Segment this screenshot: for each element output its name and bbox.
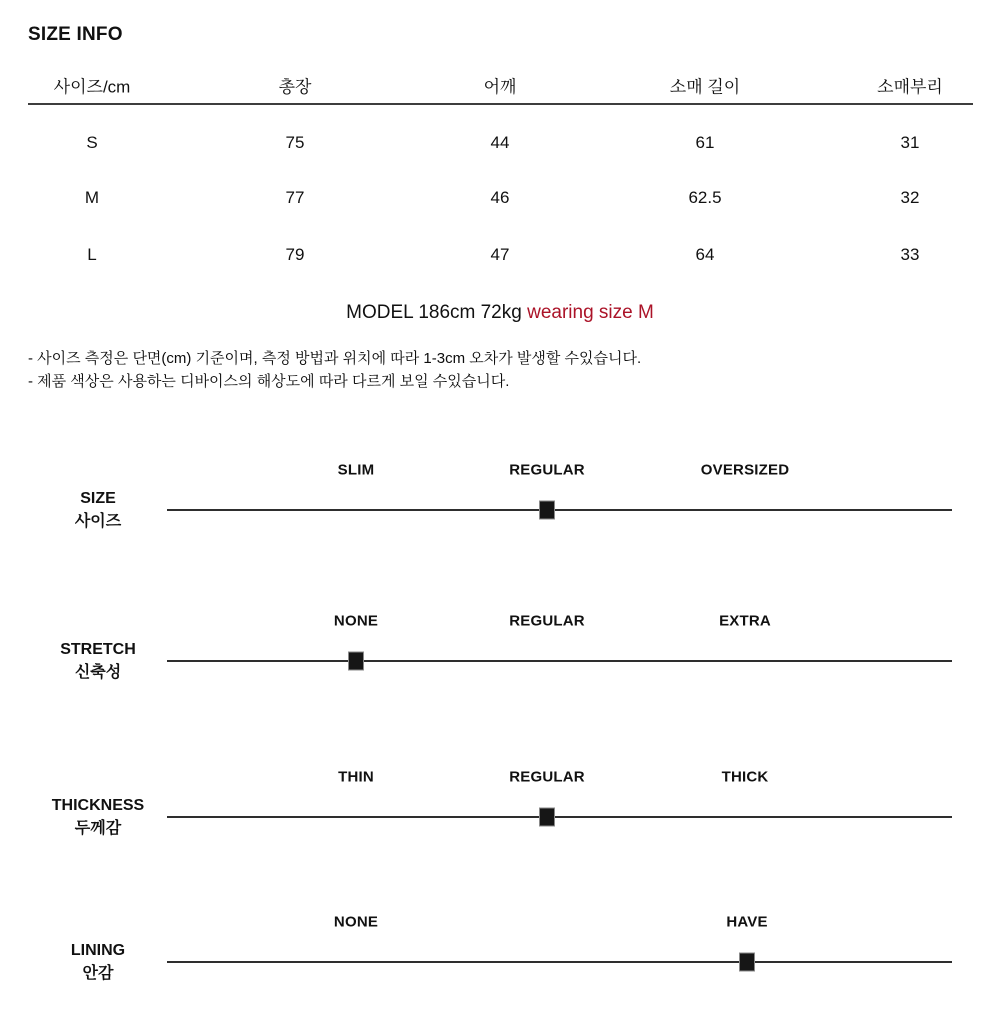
gauge-thickness xyxy=(0,757,1000,877)
gauge-stretch-option-extra: EXTRA xyxy=(719,612,771,630)
gauge-size-marker xyxy=(539,501,555,520)
gauge-lining-label-ko: 안감 xyxy=(82,965,114,982)
gauge-lining-marker xyxy=(739,953,755,972)
gauge-thickness-label-ko: 두께감 xyxy=(74,820,122,837)
gauge-size-option-slim: SLIM xyxy=(337,461,375,479)
model-info-text: MODEL 186cm 72kg xyxy=(346,302,528,323)
table-header-divider xyxy=(28,103,973,105)
table-header-total-length: 총장 xyxy=(278,77,312,97)
table-cell: 77 xyxy=(285,188,305,207)
table-cell: 61 xyxy=(695,133,715,152)
gauge-lining-scale-line xyxy=(167,961,952,963)
gauge-thickness-option-thin: THIN xyxy=(338,768,374,786)
gauge-size-option-oversized: OVERSIZED xyxy=(700,461,790,479)
table-row-m-label: M xyxy=(84,188,100,207)
gauge-thickness-option-thick: THICK xyxy=(721,768,769,786)
gauge-thickness-label-en: THICKNESS xyxy=(51,797,145,814)
table-cell: 62.5 xyxy=(688,188,722,207)
page-title: SIZE INFO xyxy=(28,24,123,45)
gauge-size-scale-line xyxy=(167,509,952,511)
table-cell: 32 xyxy=(900,188,920,207)
model-wearing-size: wearing size M xyxy=(527,302,654,323)
gauge-stretch-label-en: STRETCH xyxy=(60,641,136,658)
gauge-stretch-scale-line xyxy=(167,660,952,662)
gauge-lining-label-en: LINING xyxy=(70,942,126,959)
gauge-lining xyxy=(0,902,1000,1022)
gauge-lining-option-none: NONE xyxy=(333,913,379,931)
gauge-size-label-ko: 사이즈 xyxy=(74,513,122,530)
gauge-stretch-label-ko: 신축성 xyxy=(74,664,122,681)
gauge-size xyxy=(0,450,1000,570)
table-cell: 64 xyxy=(695,245,715,264)
table-cell: 44 xyxy=(490,133,510,152)
gauge-thickness-option-regular: REGULAR xyxy=(509,768,585,786)
note-measurement: - 사이즈 측정은 단면(cm) 기준이며, 측정 방법과 위치에 따라 1-3cm 오차가 발생할 수있습니다. xyxy=(28,350,642,367)
table-cell: 75 xyxy=(285,133,305,152)
table-row-s-label: S xyxy=(86,133,98,152)
gauge-lining-option-have: HAVE xyxy=(726,913,768,931)
gauge-thickness-marker xyxy=(539,808,555,827)
gauge-size-option-regular: REGULAR xyxy=(509,461,585,479)
gauge-stretch-option-none: NONE xyxy=(333,612,379,630)
table-cell: 31 xyxy=(900,133,920,152)
table-cell: 47 xyxy=(490,245,510,264)
table-header-sleeve-cuff: 소매부리 xyxy=(877,77,943,97)
table-header-size-cm: 사이즈/cm xyxy=(53,77,131,97)
gauge-thickness-scale-line xyxy=(167,816,952,818)
gauge-stretch-option-regular: REGULAR xyxy=(509,612,585,630)
table-cell: 46 xyxy=(490,188,510,207)
note-color: - 제품 색상은 사용하는 디바이스의 해상도에 따라 다르게 보일 수있습니다. xyxy=(28,373,510,390)
table-header-sleeve-length: 소매 길이 xyxy=(669,77,741,97)
table-cell: 33 xyxy=(900,245,920,264)
gauge-size-label xyxy=(75,487,121,533)
gauge-stretch-label xyxy=(60,638,136,684)
gauge-size-label-en: SIZE xyxy=(80,490,116,507)
gauge-stretch-marker xyxy=(348,652,364,671)
table-row-l-label: L xyxy=(87,245,97,264)
gauge-lining-label xyxy=(71,939,125,985)
gauge-stretch xyxy=(0,601,1000,721)
table-header-shoulder: 어깨 xyxy=(483,77,517,97)
table-cell: 79 xyxy=(285,245,305,264)
model-info xyxy=(0,302,1000,324)
gauge-thickness-label xyxy=(52,794,144,840)
